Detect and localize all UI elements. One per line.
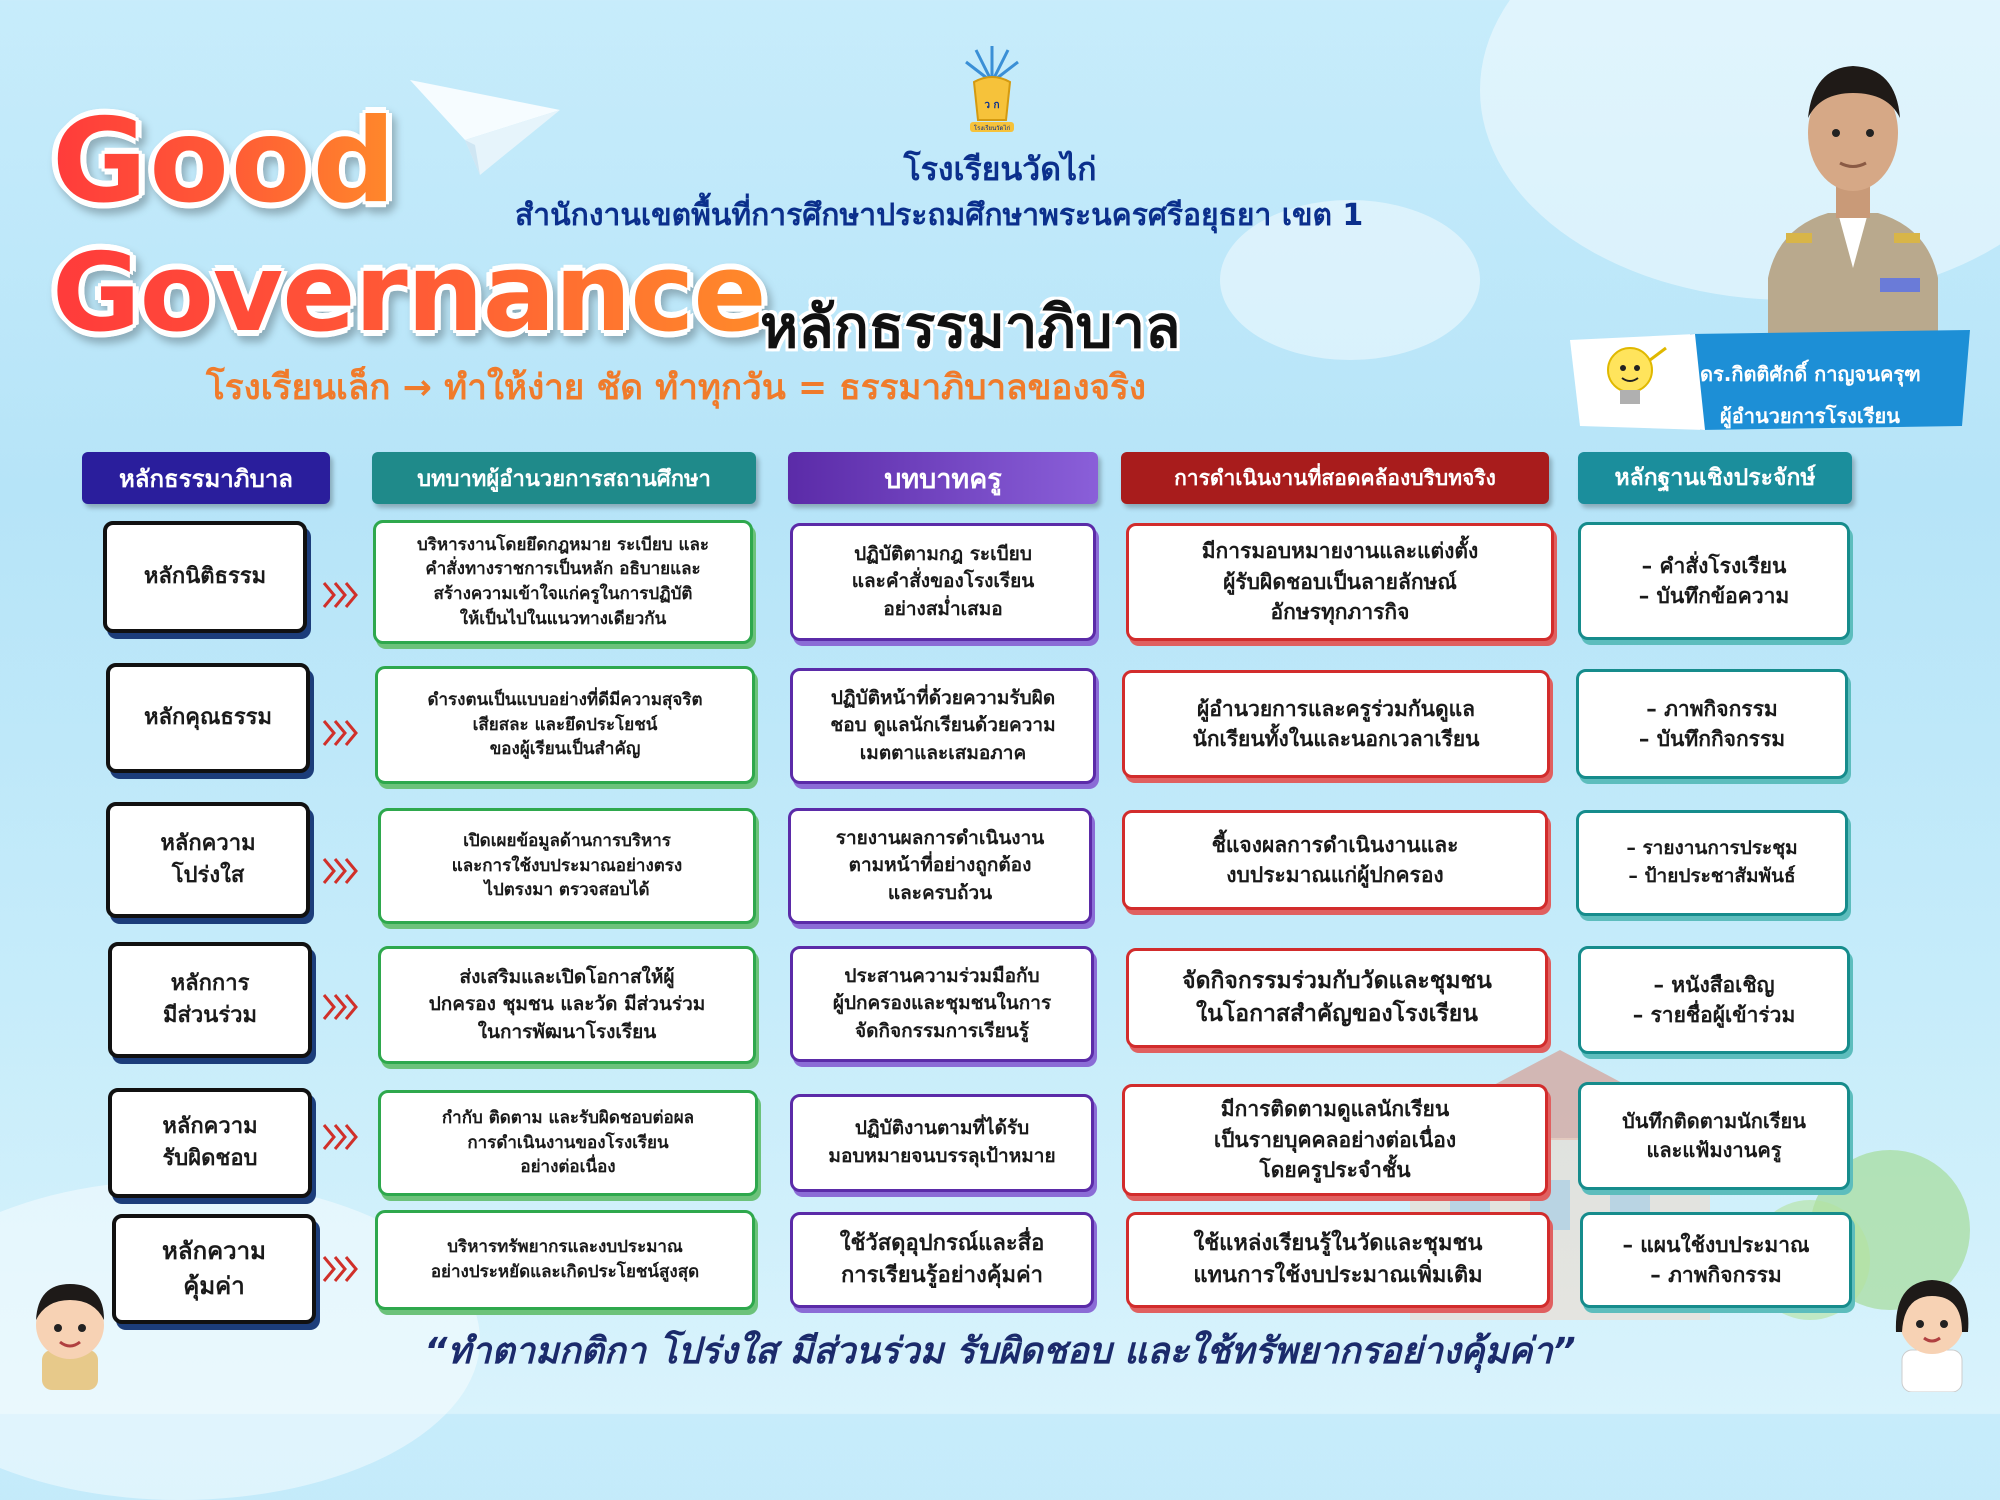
principle-transparency: หลักความ โปร่งใส xyxy=(106,802,310,918)
director-position: ผู้อำนวยการโรงเรียน xyxy=(1720,404,1900,428)
chevron-right-icon xyxy=(322,856,360,886)
header-evidence: หลักฐานเชิงประจักษ์ xyxy=(1578,452,1852,504)
chevron-right-icon xyxy=(322,1254,360,1284)
svg-text:ว ก: ว ก xyxy=(984,100,1000,111)
chevron-right-icon xyxy=(322,580,360,610)
principle-rule-of-law: หลักนิติธรรม xyxy=(103,521,307,633)
principle-value-for-money: หลักความ คุ้มค่า xyxy=(112,1214,316,1324)
logo-caption: โรงเรียนวัดไก่ xyxy=(973,125,1011,132)
practice-participation: จัดกิจกรรมร่วมกับวัดและชุมชน ในโอกาสสำคัญของโรงเรียน xyxy=(1126,948,1548,1048)
chevron-right-icon xyxy=(322,1122,360,1152)
practice-morality: ผู้อำนวยการและครูร่วมกันดูแล นักเรียนทั้งในและนอกเวลาเรียน xyxy=(1122,670,1550,778)
header-teacher-role: บทบาทครู xyxy=(788,452,1098,504)
director-role-value-for-money: บริหารทรัพยากรและงบประมาณ อย่างประหยัดและเกิดประโยชน์สูงสุด xyxy=(375,1210,755,1310)
principle-accountability: หลักความ รับผิดชอบ xyxy=(108,1088,312,1198)
office-name: สำนักงานเขตพื้นที่การศึกษาประถมศึกษาพระนครศรีอยุธยา เขต 1 xyxy=(515,198,1364,233)
title-thai: หลักธรรมาภิบาล xyxy=(760,293,1181,361)
practice-transparency: ชี้แจงผลการดำเนินงานและ งบประมาณแก่ผู้ปกครอง xyxy=(1122,810,1548,910)
teacher-role-value-for-money: ใช้วัสดุอุปกรณ์และสื่อ การเรียนรู้อย่างคุ้มค่า xyxy=(790,1212,1094,1308)
teacher-role-rule-of-law: ปฏิบัติตามกฎ ระเบียบ และคำสั่งของโรงเรียน อย่างสม่ำเสมอ xyxy=(790,523,1096,641)
practice-rule-of-law: มีการมอบหมายงานและแต่งตั้ง ผู้รับผิดชอบเป็นลายลักษณ์ อักษรทุกภารกิจ xyxy=(1126,523,1554,641)
school-logo xyxy=(962,42,1022,134)
header-director-role: บทบาทผู้อำนวยการสถานศึกษา xyxy=(372,452,756,504)
evidence-transparency: – รายงานการประชุม – ป้ายประชาสัมพันธ์ xyxy=(1576,810,1848,916)
director-role-accountability: กำกับ ติดตาม และรับผิดชอบต่อผล การดำเนินงานของโรงเรียน อย่างต่อเนื่อง xyxy=(378,1090,758,1196)
director-role-transparency: เปิดเผยข้อมูลด้านการบริหาร และการใช้งบประมาณอย่างตรง ไปตรงมา ตรวจสอบได้ xyxy=(378,808,756,924)
footer-quote: “ทำตามกติกา โปร่งใส มีส่วนร่วม รับผิดชอบ และใช้ทรัพยากรอย่างคุ้มค่า” xyxy=(424,1331,1576,1372)
director-name: ดร.กิตติศักดิ์ กาญจนครุฑ xyxy=(1700,362,1921,386)
chevron-right-icon xyxy=(322,718,360,748)
director-role-morality: ดำรงตนเป็นแบบอย่างที่ดีมีความสุจริต เสียสละ และยึดประโยชน์ ของผู้เรียนเป็นสำคัญ xyxy=(375,666,755,784)
principle-morality: หลักคุณธรรม xyxy=(106,663,310,773)
teacher-role-participation: ประสานความร่วมมือกับ ผู้ปกครองและชุมชนในการ จัดกิจกรรมการเรียนรู้ xyxy=(790,946,1094,1062)
practice-value-for-money: ใช้แหล่งเรียนรู้ในวัดและชุมชน แทนการใช้งบประมาณเพิ่มเติม xyxy=(1126,1212,1550,1308)
teacher-role-accountability: ปฏิบัติงานตามที่ได้รับ มอบหมายจนบรรลุเป้าหมาย xyxy=(790,1094,1094,1192)
practice-accountability: มีการติดตามดูแลนักเรียน เป็นรายบุคคลอย่างต่อเนื่อง โดยครูประจำชั้น xyxy=(1122,1084,1548,1196)
chevron-right-icon xyxy=(322,992,360,1022)
title-governance: Governance xyxy=(52,231,766,356)
header-principle: หลักธรรมาภิบาล xyxy=(82,452,330,504)
title-good: Good xyxy=(52,94,398,229)
school-name xyxy=(0,144,2000,195)
evidence-accountability: บันทึกติดตามนักเรียน และแฟ้มงานครู xyxy=(1578,1082,1850,1190)
school-name-text: โรงเรียนวัดไก่ xyxy=(903,150,1097,188)
teacher-role-morality: ปฏิบัติหน้าที่ด้วยความรับผิด ชอบ ดูแลนักเรียนด้วยความ เมตตาและเสมอภาค xyxy=(790,668,1096,784)
director-photo xyxy=(1758,38,1948,358)
evidence-morality: – ภาพกิจกรรม – บันทึกกิจกรรม xyxy=(1576,669,1848,779)
evidence-value-for-money: – แผนใช้งบประมาณ – ภาพกิจกรรม xyxy=(1580,1212,1852,1308)
director-role-participation: ส่งเสริมและเปิดโอกาสให้ผู้ ปกครอง ชุมชน และวัด มีส่วนร่วม ในการพัฒนาโรงเรียน xyxy=(378,946,756,1064)
director-role-rule-of-law: บริหารงานโดยยึดกฎหมาย ระเบียบ และ คำสั่งทางราชการเป็นหลัก อธิบายและ สร้างความเข้าใจแก่ครูในการปฏิบัติ ให้เป็นไปในแนวทางเดียวกัน xyxy=(373,520,753,644)
header-practice: การดำเนินงานที่สอดคล้องบริบทจริง xyxy=(1121,452,1549,504)
principle-participation: หลักการ มีส่วนร่วม xyxy=(108,942,312,1058)
evidence-rule-of-law: – คำสั่งโรงเรียน – บันทึกข้อความ xyxy=(1578,522,1850,640)
subtitle: โรงเรียนเล็ก → ทำให้ง่าย ชัด ทำทุกวัน = ธรรมาภิบาลของจริง xyxy=(206,368,1146,408)
teacher-role-transparency: รายงานผลการดำเนินงาน ตามหน้าที่อย่างถูกต้อง และครบถ้วน xyxy=(788,808,1092,924)
evidence-participation: – หนังสือเชิญ – รายชื่อผู้เข้าร่วม xyxy=(1578,946,1850,1054)
